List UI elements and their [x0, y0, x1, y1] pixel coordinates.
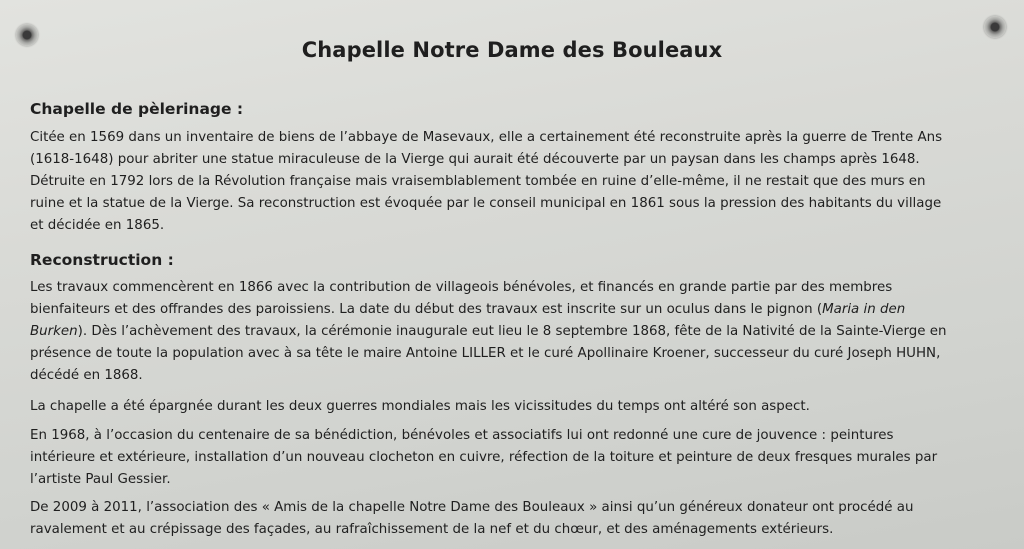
paragraph-1968: En 1968, à l’occasion du centenaire de sa bénédiction, bénévoles et associatifs lui ont redonné une cure de jouvence : peintures intérieure et extérieure, installation d’un nouveau clocheton en cuivre, réfection de la toiture et peinture de deux fresques murales par l’artiste Paul Gessier.	[30, 428, 938, 487]
paragraph-works: Les travaux commencèrent en 1866 avec la contribution de villageois bénévoles, et financés en grande partie par des membres bienfaiteurs et des offrandes des paroissiens. La date du début des travaux est inscrite sur un oculus dans le pignon (Maria in den Burken). Dès l’achèvement des travaux, la cérémonie inaugurale eut lieu le 8 septembre 1868, fête de la Nativité de la Sainte-Vierge en présence de toute la population avec à sa tête le maire Antoine LILLER et le curé Apollinaire Kroener, successeur du curé Joseph HUHN, décédé en 1868.	[30, 280, 947, 383]
screw-icon	[984, 16, 1006, 38]
section-heading-reconstruction: Reconstruction :	[30, 251, 174, 269]
section-heading-pilgrimage: Chapelle de pèlerinage :	[30, 100, 244, 118]
paragraph-2009: De 2009 à 2011, l’association des « Amis de la chapelle Notre Dame des Bouleaux » ainsi qu’un généreux donateur ont procédé au ravalement et au crépissage des façades, au rafraîchissement de la nef et du chœur, et des aménagements extérieurs.	[30, 500, 914, 537]
paragraph-wars: La chapelle a été épargnée durant les deux guerres mondiales mais les vicissitudes du temps ont altéré son aspect.	[30, 399, 810, 414]
plaque-title: Chapelle Notre Dame des Bouleaux	[301, 38, 723, 62]
paragraph-history: Citée en 1569 dans un inventaire de biens de l’abbaye de Masevaux, elle a certainement été reconstruite après la guerre de Trente Ans (1618-1648) pour abriter une statue miraculeuse de la Vierge qui aurait été découverte par un paysan dans les champs après 1648. Détruite en 1792 lors de la Révolution française mais vraisemblablement tombée en ruine d’elle-même, il ne restait que des murs en ruine et la statue de la Vierge. Sa reconstruction est évoquée par le conseil municipal en 1861 sous la pression des habitants du village et décidée en 1865.	[30, 130, 943, 233]
